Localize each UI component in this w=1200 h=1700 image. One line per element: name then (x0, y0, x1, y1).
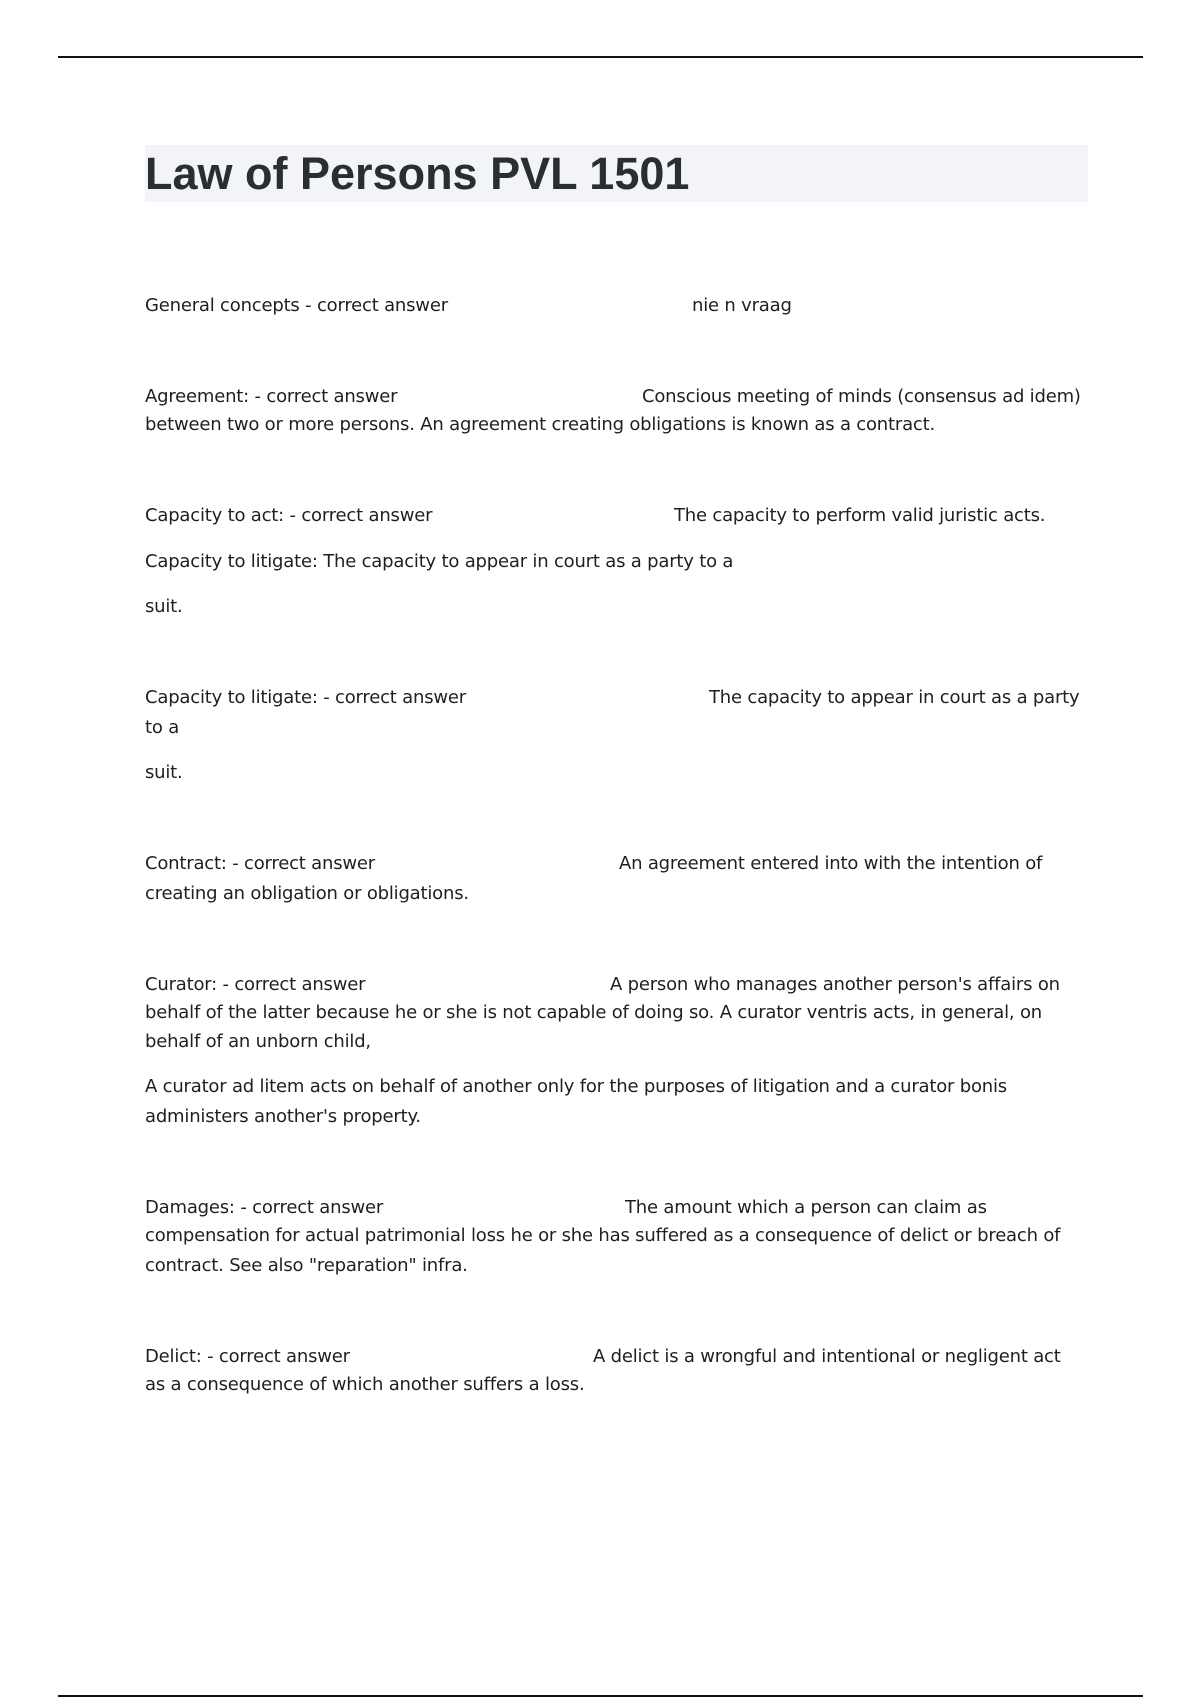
document-title: Law of Persons PVL 1501 (145, 148, 690, 199)
bottom-rule (58, 1695, 1143, 1697)
entry-continuation: behalf of an unborn child, (145, 1031, 371, 1052)
entry-continuation: between two or more persons. An agreement creating obligations is known as a contract. (145, 414, 935, 435)
entry-term: General concepts - correct answer (145, 295, 448, 316)
entry-answer: The capacity to appear in court as a party (709, 687, 1080, 708)
entry-continuation: suit. (145, 596, 183, 617)
entry-continuation: compensation for actual patrimonial loss he or she has suffered as a consequence of delict or breach of (145, 1225, 1061, 1246)
entry-term: Capacity to litigate: - correct answer (145, 687, 466, 708)
entry-term: Agreement: - correct answer (145, 386, 398, 407)
entry-answer: The amount which a person can claim as (625, 1197, 987, 1218)
entry-continuation: as a consequence of which another suffers a loss. (145, 1374, 585, 1395)
entry-continuation: A curator ad litem acts on behalf of another only for the purposes of litigation and a curator bonis (145, 1076, 1007, 1097)
entry-continuation: Capacity to litigate: The capacity to appear in court as a party to a (145, 551, 734, 572)
entry-term: Curator: - correct answer (145, 974, 366, 995)
entry-term: Capacity to act: - correct answer (145, 505, 433, 526)
entry-term: Damages: - correct answer (145, 1197, 384, 1218)
top-rule (58, 56, 1143, 58)
entry-continuation: behalf of the latter because he or she is not capable of doing so. A curator ventris acts, in general, on (145, 1002, 1042, 1023)
entry-continuation: administers another's property. (145, 1106, 421, 1127)
entry-answer: A delict is a wrongful and intentional or negligent act (593, 1346, 1061, 1367)
entry-answer: Conscious meeting of minds (consensus ad idem) (642, 386, 1081, 407)
entry-continuation: suit. (145, 762, 183, 783)
entry-answer: The capacity to perform valid juristic acts. (674, 505, 1046, 526)
entry-continuation: to a (145, 717, 180, 738)
entry-term: Delict: - correct answer (145, 1346, 350, 1367)
entry-continuation: contract. See also "reparation" infra. (145, 1255, 468, 1276)
entry-term: Contract: - correct answer (145, 853, 375, 874)
entry-answer: nie n vraag (692, 295, 792, 316)
entry-continuation: creating an obligation or obligations. (145, 883, 469, 904)
entry-answer: A person who manages another person's affairs on (610, 974, 1060, 995)
entry-answer: An agreement entered into with the intention of (619, 853, 1043, 874)
